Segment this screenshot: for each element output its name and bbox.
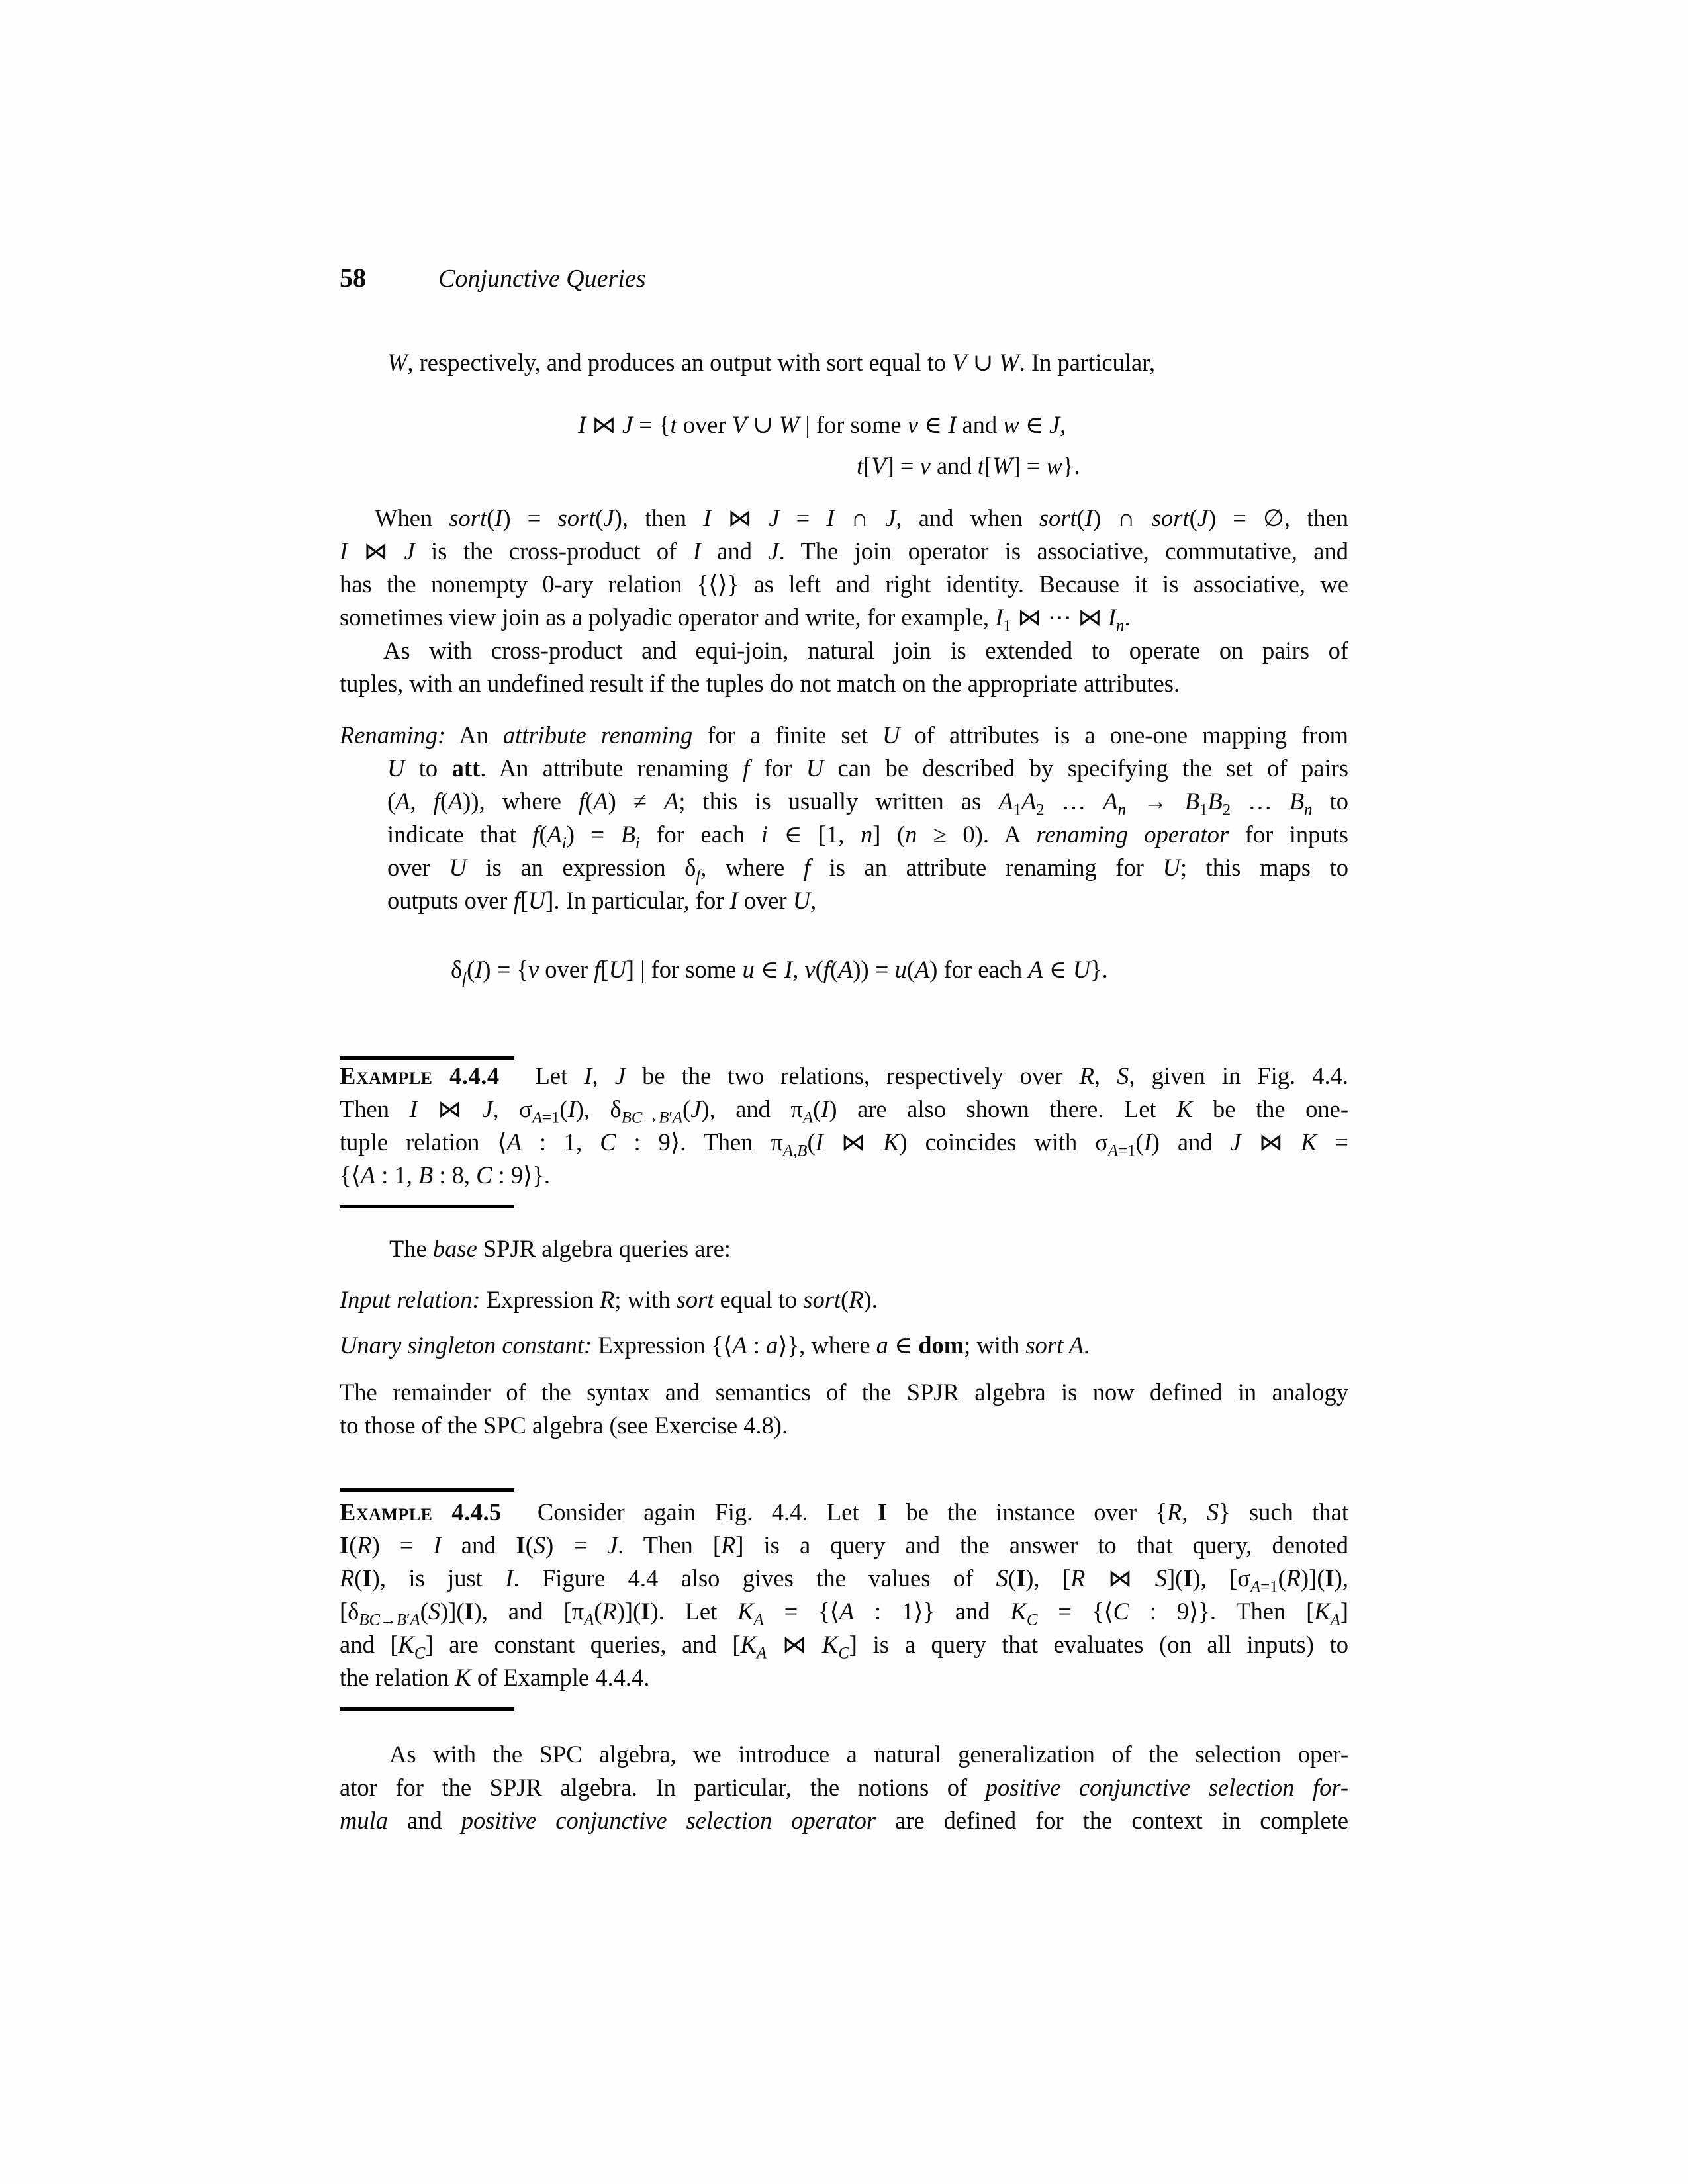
text-line: has the nonempty 0-ary relation {⟨⟩} as left and right identity. Because it is associative, we (340, 570, 1348, 598)
paragraph (340, 1283, 1348, 1316)
text-line: Renaming: An attribute renaming for a finite set U of attributes is a one-one mapping from (340, 721, 1348, 749)
text-line: to those of the SPC algebra (see Exercise 4.8). (340, 1412, 788, 1439)
paragraph (340, 719, 1348, 917)
text-line: Example 4.4.5 Consider again Fig. 4.4. Let I be the instance over {R, S} such that (340, 1498, 1349, 1525)
paragraph (340, 1376, 1348, 1442)
text-line: ator for the SPJR algebra. In particular, the notions of positive conjunctive selection for- (340, 1774, 1349, 1801)
text-line: tuples, with an undefined result if the tuples do not match on the appropriate attributes. (340, 670, 1180, 697)
text-line: The remainder of the syntax and semantics of the SPJR algebra is now defined in analogy (340, 1379, 1348, 1406)
paragraph (340, 1232, 1348, 1265)
section-rule (340, 1707, 514, 1711)
text-line: I ⋈ J is the cross-product of I and J. The join operator is associative, commutative, and (340, 537, 1348, 565)
text-line: $\delta_f(I) = \{v$ over f[U] | for some u ∈ I, v(f(A)) = u(A) for each A ∈ U}. (451, 956, 1108, 987)
section-rule (340, 1488, 514, 1492)
text-line: U to att. An attribute renaming f for U can be described by specifying the set of pairs (387, 754, 1348, 782)
text-line: and $[K_C]$ are constant queries, and [$K_A$ ⋈ $K_C$] is a query that evaluates (on all inputs) to (340, 1631, 1348, 1662)
text-line: (A, f(A)), where f(A) ≠ A; this is usually written as $A_1A_2$ … $A_n \to B_1B_2$ … $B_n$ to (387, 788, 1349, 819)
text-line: As with cross-product and equi-join, natural join is extended to operate on pairs of (383, 637, 1348, 664)
display-equation (340, 949, 1348, 990)
text-line: Example 4.4.4 Let I, J be the two relations, respectively over R, S, given in Fig. 4.4. (340, 1062, 1349, 1089)
page-header (340, 261, 1348, 295)
text-column (340, 0, 1348, 1837)
text-line: Input relation: Expression R; with sort equal to sort(R). (340, 1286, 878, 1313)
text-line: indicate that $f(A_i) = B_i$ for each i ∈ [1, n] (n ≥ 0). A renaming operator for inputs (387, 821, 1348, 852)
text-line: t[V] = v and t[W] = w}. (857, 452, 1080, 479)
text-line: Then I ⋈ J, $\sigma_{A=1}(I)$, $\delta_{BC\to B'A}(J)$, and $\pi_A(I)$ are also shown there. Let K be the one- (340, 1095, 1348, 1127)
display-equation (340, 404, 1348, 486)
text-line: I(R) = I and I(S) = J. Then [R] is a query and the answer to that query, denoted (340, 1531, 1348, 1559)
paragraph (340, 1329, 1348, 1362)
text-line: As with the SPC algebra, we introduce a natural generalization of the selection oper- (389, 1741, 1348, 1768)
text-line: R(I), is just I. Figure 4.4 also gives the values of S(I), [R ⋈ S](I), $[\sigma_{A=1}(R)](I)$, (340, 1565, 1348, 1596)
running-title: Conjunctive Queries (438, 265, 646, 293)
text-line: over U is an expression $\delta_f$, where f is an attribute renaming for U; this maps to (387, 854, 1348, 886)
paragraph (340, 1496, 1348, 1694)
text-line: $[\delta_{BC\to B'A}(S)](I)$, and $[\pi_A(R)](I)$. Let $K_A$ = {⟨A : 1⟩} and $K_C$ = {⟨C : 9⟩}. Then $[K_A]$ (340, 1598, 1348, 1629)
text-line: sometimes view join as a polyadic operator and write, for example, $I_1$ ⋈ ⋯ ⋈ $I_n$. (340, 604, 1131, 635)
text-line: Unary singleton constant: Expression {⟨A : a⟩}, where a ∈ dom; with sort A. (340, 1332, 1090, 1359)
text-line: W, respectively, and produces an output with sort equal to V ∪ W. In particular, (387, 349, 1155, 376)
text-line: tuple relation ⟨A : 1, C : 9⟩. Then $\pi_{A,B}(I$ ⋈ K) coincides with $\sigma_{A=1}(I)$ and J ⋈ K = (340, 1128, 1349, 1160)
paragraph (340, 1060, 1348, 1192)
text-line: the relation K of Example 4.4.4. (340, 1664, 650, 1691)
text-line: mula and positive conjunctive selection operator are defined for the context in complete (340, 1807, 1348, 1834)
paragraph (340, 502, 1348, 634)
section-rule (340, 1205, 514, 1208)
text-line: I ⋈ J = {t over V ∪ W | for some v ∈ I and w ∈ J, (578, 411, 1066, 438)
paragraph (340, 1738, 1348, 1837)
text-line: When sort(I) = sort(J), then I ⋈ J = I ∩ J, and when sort(I) ∩ sort(J) = ∅, then (375, 504, 1349, 531)
paragraph (340, 634, 1348, 700)
text-line: {⟨A : 1, B : 8, C : 9⟩}. (340, 1161, 551, 1189)
text-line: outputs over f[U]. In particular, for I over U, (387, 887, 817, 914)
text-line: The base SPJR algebra queries are: (389, 1235, 731, 1262)
page-number: 58 (340, 263, 366, 293)
paragraph (340, 346, 1348, 379)
